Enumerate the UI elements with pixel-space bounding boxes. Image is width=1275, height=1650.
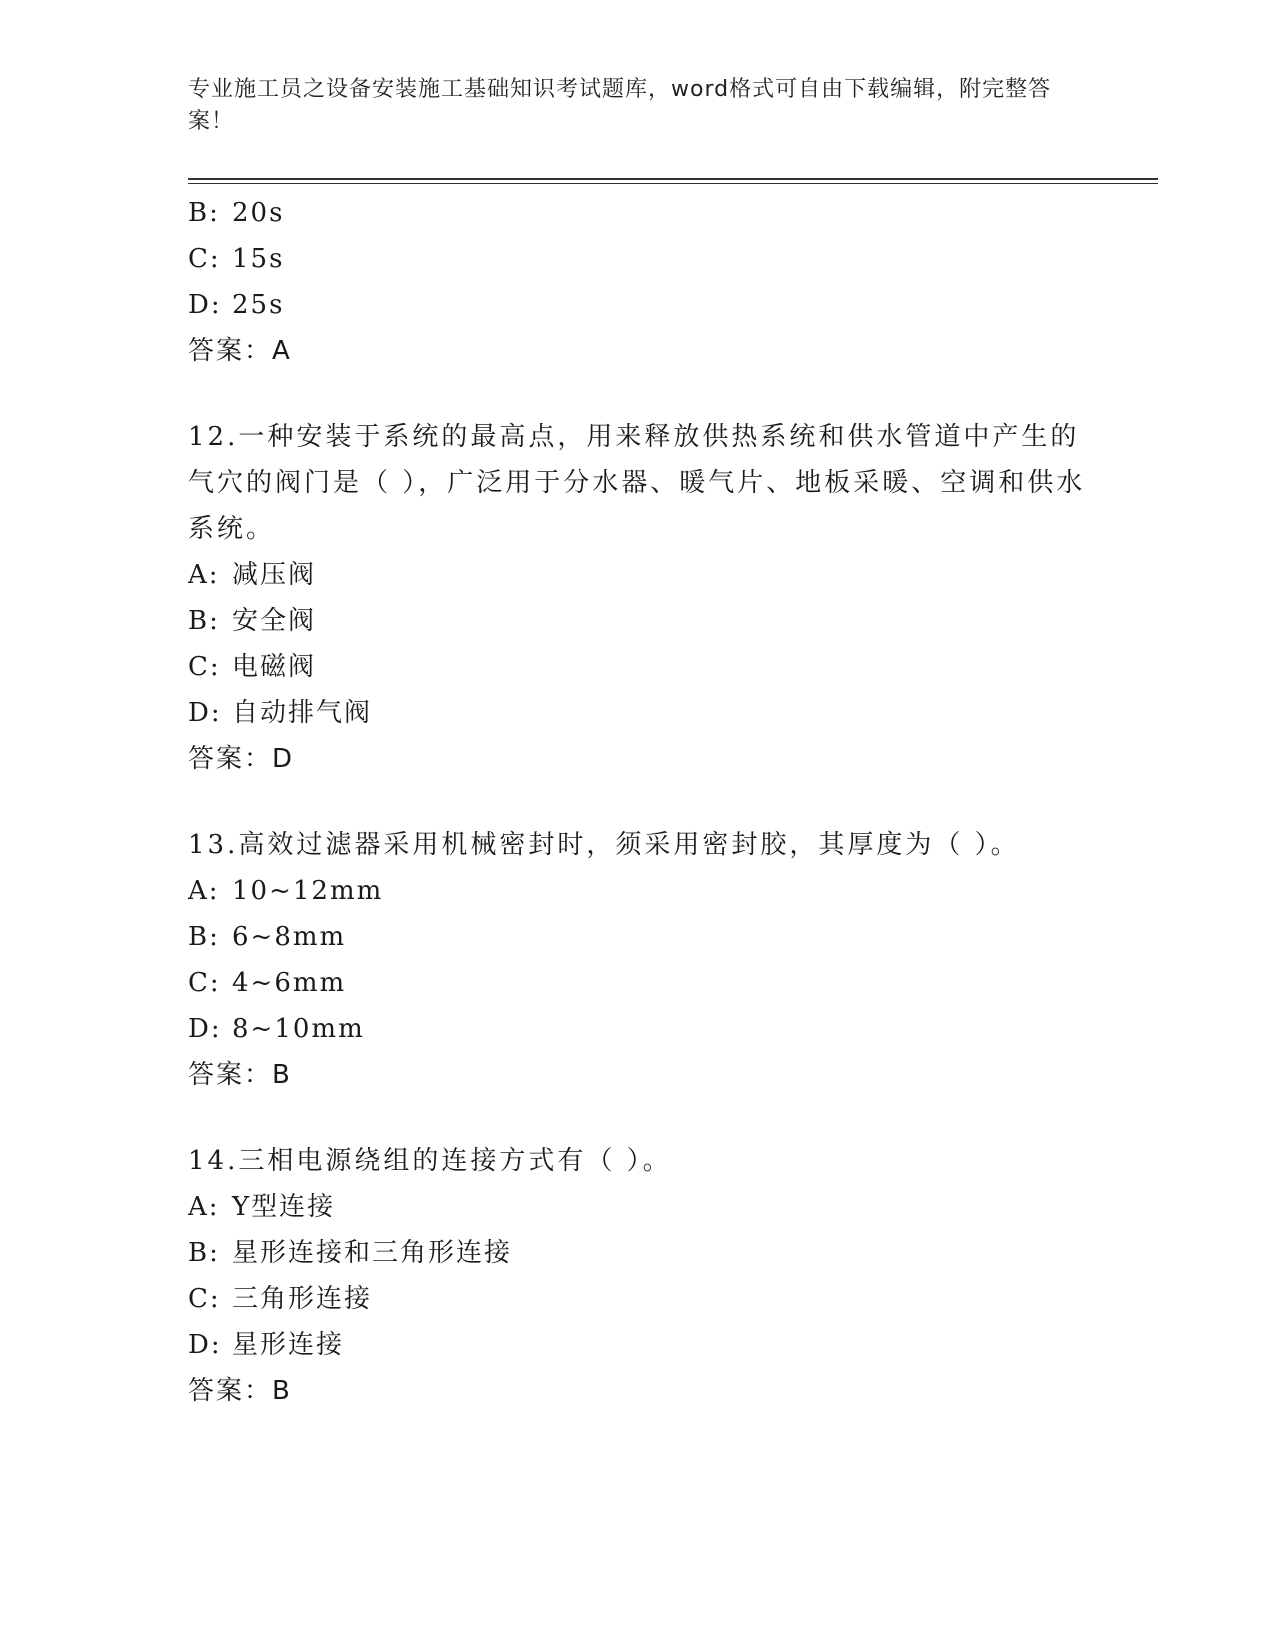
answer-line: 答案：B — [188, 1376, 292, 1406]
option-text: Y型连接 — [232, 1192, 336, 1222]
option-label: D: — [188, 290, 222, 320]
option-label: B: — [188, 1238, 220, 1268]
option-c — [188, 1276, 1088, 1322]
option-d — [188, 690, 1088, 736]
option-label: B: — [188, 606, 220, 636]
document-header: 专业施工员之设备安装施工基础知识考试题库，word格式可自由下载编辑，附完整答案！ — [188, 77, 1052, 134]
header-rule-thin — [188, 183, 1158, 184]
option-d — [188, 1006, 1088, 1052]
option-text: 15s — [232, 244, 285, 274]
option-text: 星形连接 — [232, 1330, 345, 1360]
question-14 — [188, 1138, 1088, 1414]
option-text: 4~6mm — [232, 968, 347, 998]
option-label: D: — [188, 1014, 222, 1044]
option-b — [188, 598, 1088, 644]
option-text: 星形连接和三角形连接 — [232, 1238, 513, 1268]
header-rule-thick — [188, 178, 1158, 180]
option-label: C: — [188, 1284, 221, 1314]
option-d — [188, 282, 1088, 328]
option-a — [188, 1184, 1088, 1230]
option-c — [188, 236, 1088, 282]
option-text: 20s — [232, 198, 285, 228]
option-label: A: — [188, 560, 220, 590]
option-b — [188, 1230, 1088, 1276]
option-text: 25s — [232, 290, 285, 320]
question-12 — [188, 414, 1088, 782]
option-text: 减压阀 — [232, 560, 317, 590]
question-stem: 14.三相电源绕组的连接方式有（ ）。 — [188, 1146, 672, 1176]
option-c — [188, 960, 1088, 1006]
question-13 — [188, 822, 1088, 1098]
option-text: 三角形连接 — [232, 1284, 373, 1314]
option-b — [188, 914, 1088, 960]
option-label: A: — [188, 876, 220, 906]
option-label: A: — [188, 1192, 220, 1222]
option-text: 8~10mm — [232, 1014, 365, 1044]
answer-line: 答案：D — [188, 744, 295, 774]
option-text: 电磁阀 — [232, 652, 317, 682]
option-d — [188, 1322, 1088, 1368]
option-c — [188, 644, 1088, 690]
answer-line: 答案：B — [188, 1060, 292, 1090]
option-text: 自动排气阀 — [232, 698, 373, 728]
option-a — [188, 552, 1088, 598]
option-a — [188, 868, 1088, 914]
option-label: D: — [188, 698, 222, 728]
option-label: C: — [188, 244, 221, 274]
option-label: C: — [188, 652, 221, 682]
option-label: C: — [188, 968, 221, 998]
answer-line: 答案：A — [188, 336, 292, 366]
option-label: B: — [188, 198, 220, 228]
option-b — [188, 190, 1088, 236]
option-text: 6~8mm — [232, 922, 347, 952]
option-label: D: — [188, 1330, 222, 1360]
document-body — [188, 190, 1088, 1414]
question-11-continued — [188, 190, 1088, 374]
question-stem: 13.高效过滤器采用机械密封时，须采用密封胶，其厚度为（ ）。 — [188, 830, 1020, 860]
option-text: 10~12mm — [232, 876, 384, 906]
option-text: 安全阀 — [232, 606, 317, 636]
option-label: B: — [188, 922, 220, 952]
question-stem: 12.一种安装于系统的最高点，用来释放供热系统和供水管道中产生的气穴的阀门是（ ），广泛用于分水器、暖气片、地板采暖、空调和供水系统。 — [188, 422, 1086, 544]
